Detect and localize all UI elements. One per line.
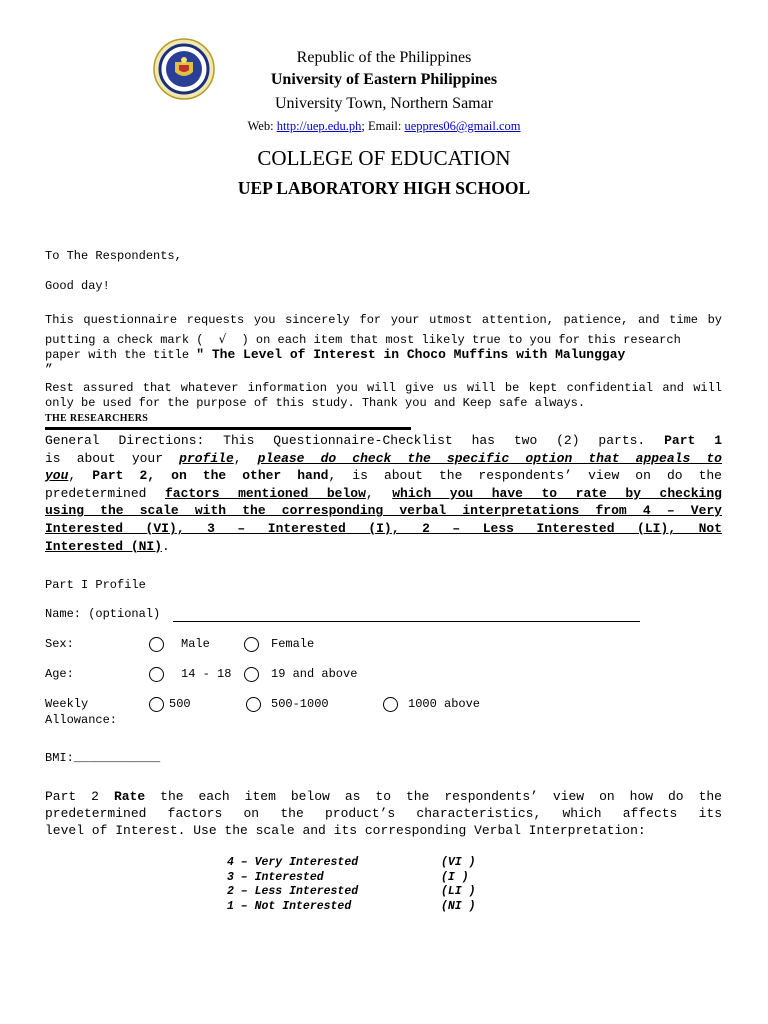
directions-text: , [365, 485, 374, 501]
scale-ref: Interested (NI) [45, 538, 163, 554]
email-link[interactable]: ueppres06@gmail.com [404, 119, 521, 133]
header-republic: Republic of the Philippines [296, 49, 472, 66]
intro-line-3 [45, 347, 625, 362]
intro-text-b: ) on each item that most likely true to you for this research [241, 333, 681, 347]
scale-code: (VI ) [441, 856, 476, 869]
signature: THE RESEARCHERS [45, 413, 149, 424]
part2-text: Part 2 [45, 789, 99, 804]
college-title: COLLEGE OF EDUCATION [257, 146, 511, 170]
part2-text: the each item below as to the respondents’ view on how do the [160, 789, 722, 804]
bmi-field[interactable]: BMI:____________ [45, 751, 161, 765]
intro-line-1: This questionnaire requests you sincerely for your utmost attention, patience, and time by [45, 313, 722, 327]
directions-line-3 [45, 467, 722, 485]
divider-rule [45, 427, 411, 430]
intro-text-a: putting a check mark ( [45, 333, 204, 347]
directions-emphasis: please do check the specific option that appeals to [257, 450, 722, 466]
name-input-line[interactable] [173, 621, 640, 622]
allowance-500-1000-label: 500-1000 [271, 697, 329, 711]
confidential-line-1: Rest assured that whatever information you will give us will be kept confidential and will [45, 381, 722, 395]
directions-line-1 [45, 432, 722, 450]
directions-text: , [68, 468, 77, 484]
age-label: Age: [45, 667, 74, 681]
scale-code: (LI ) [441, 885, 476, 898]
age-14-18-label: 14 - 18 [181, 667, 232, 681]
allowance-1000-above-radio[interactable] [383, 697, 398, 712]
school-title: UEP LABORATORY HIGH SCHOOL [237, 178, 531, 198]
part2-instructions [45, 788, 722, 839]
allowance-500-label: 500 [169, 697, 191, 711]
check-mark-symbol: √ [218, 332, 227, 346]
greeting: Good day! [45, 279, 110, 293]
directions-line-6: Interested (VI), 3 – Interested (I), 2 – Less Interested (LI), Not [45, 520, 722, 536]
header-university: University of Eastern Philippines [270, 71, 498, 88]
rate-word: Rate [113, 789, 146, 804]
research-title-end: ” [45, 362, 53, 377]
confidential-line-2: only be used for the purpose of this study. Thank you and Keep safe always. [45, 396, 586, 410]
directions-line-5: using the scale with the corresponding verbal interpretations from 4 – Very [45, 503, 722, 519]
sex-male-label: Male [181, 637, 210, 651]
directions-text: , [233, 450, 242, 466]
allowance-500-1000-radio[interactable] [246, 697, 261, 712]
scale-code: (NI ) [441, 899, 476, 913]
allowance-label-2: Allowance: [45, 713, 118, 727]
scale-label: 4 – Very Interested [227, 856, 359, 869]
salutation: To The Respondents, [45, 249, 182, 263]
allowance-500-radio[interactable] [149, 697, 164, 712]
email-label: ; Email: [361, 119, 402, 133]
age-19-above-radio[interactable] [244, 667, 259, 682]
university-seal [153, 38, 215, 100]
website-link[interactable]: http://uep.edu.ph [276, 119, 362, 133]
scale-label: 2 – Less Interested [227, 885, 359, 898]
allowance-label-1: Weekly [45, 697, 89, 711]
scale-row [227, 871, 476, 886]
part1-heading: Part I Profile [45, 578, 146, 592]
part2-line-1 [45, 788, 722, 805]
factors-ref: factors mentioned below [164, 485, 366, 501]
rating-instruction: which you have to rate by checking [392, 485, 722, 501]
scale-row [227, 856, 476, 871]
part1-ref: Part 1 [664, 433, 723, 448]
directions-emphasis: you [45, 468, 69, 484]
scale-row [227, 885, 476, 900]
header-contact [0, 119, 768, 134]
web-label: Web: [247, 119, 274, 133]
scale-row [227, 900, 476, 915]
directions-text: is about your [45, 450, 164, 466]
part2-line-2: predetermined factors on the product’s characteristics, which affects its [45, 806, 722, 821]
profile-ref: profile [179, 450, 234, 466]
directions-text: General Directions: This Questionnaire-Checklist has two (2) parts. [45, 433, 646, 448]
part2-line-3: level of Interest. Use the scale and its corresponding Verbal Interpretation: [45, 823, 646, 838]
general-directions [45, 432, 722, 555]
directions-text: , is about the respondents’ view on do the [328, 468, 722, 484]
intro-text-c: paper with the title [45, 348, 190, 362]
sex-female-label: Female [271, 637, 315, 651]
age-19-above-label: 19 and above [271, 667, 358, 681]
scale-label: 1 – Not Interested [227, 899, 352, 913]
intro-line-2 [45, 332, 722, 347]
directions-text: predetermined [45, 485, 147, 501]
directions-line-2 [45, 450, 722, 468]
directions-line-7 [45, 538, 722, 556]
scale-code: (I ) [441, 870, 469, 884]
directions-line-4 [45, 485, 722, 503]
sex-label: Sex: [45, 637, 74, 651]
allowance-1000-above-label: 1000 above [408, 697, 481, 711]
sex-male-radio[interactable] [149, 637, 164, 652]
header-address: University Town, Northern Samar [274, 95, 494, 112]
age-14-18-radio[interactable] [149, 667, 164, 682]
directions-text: . [162, 538, 170, 554]
scale-label: 3 – Interested [227, 870, 324, 884]
research-title: " The Level of Interest in Choco Muffins with Malunggay [196, 347, 626, 362]
name-label: Name: (optional) [45, 607, 161, 621]
part2-ref: Part 2, on the other hand [92, 468, 329, 484]
sex-female-radio[interactable] [244, 637, 259, 652]
rating-scale [227, 856, 476, 914]
